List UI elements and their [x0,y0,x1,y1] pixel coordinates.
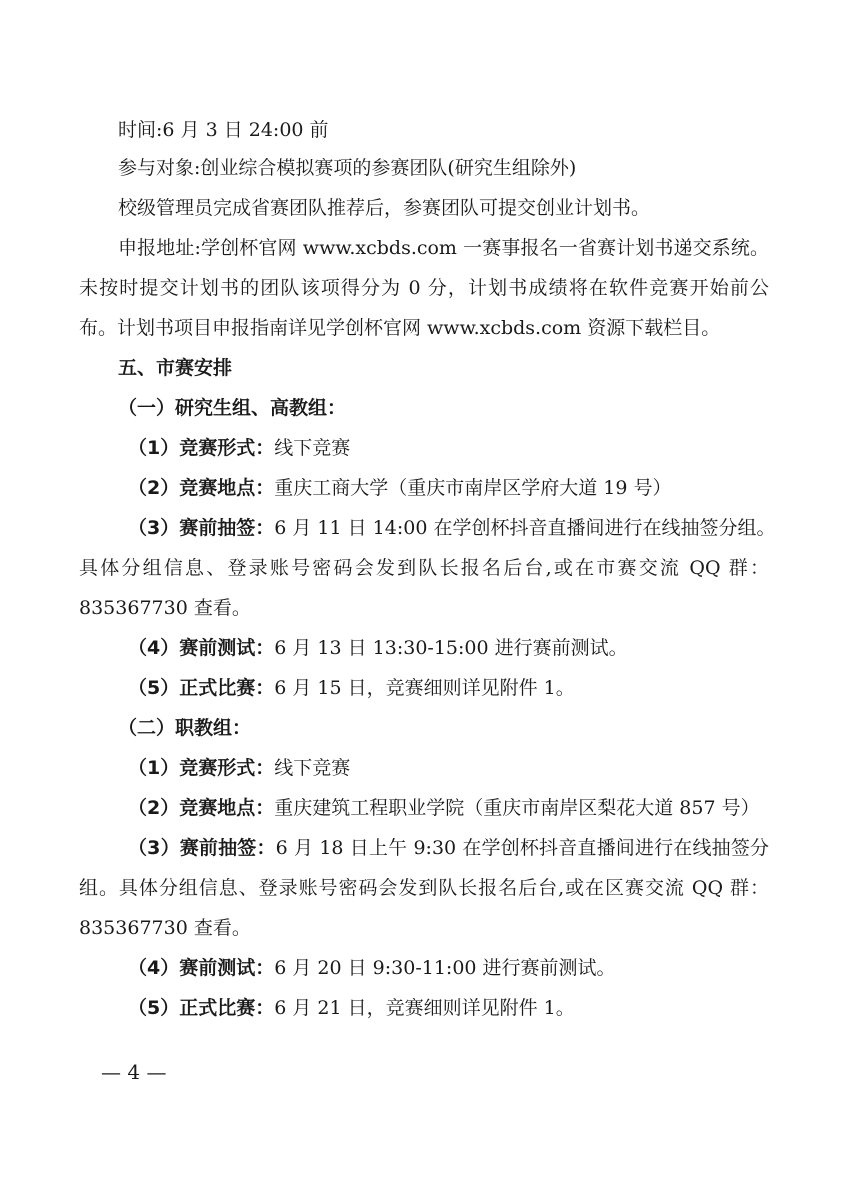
deadline-line: 时间:6 月 3 日 24:00 前 [118,119,329,141]
participants-line: 参与对象:创业综合模拟赛项的参赛团队(研究生组除外) [118,157,577,179]
group2-item3-cont1: 组。具体分组信息、登录账号密码会发到队长报名后台,或在区赛交流 QQ 群： [79,877,769,899]
item-text: 重庆工商大学（重庆市南岸区学府大道 19 号） [274,477,672,499]
submission-address: 申报地址:学创杯官网 www.xcbds.com 一赛事报名一省赛计划书递交系统。 [118,237,769,259]
group2-item1 [0,755,849,781]
item-label: （3）赛前抽签： [128,517,275,539]
item-label: （2）竞赛地点： [128,477,275,499]
score-note: 未按时提交计划书的团队该项得分为 0 分，计划书成绩将在软件竞赛开始前公 [79,277,769,299]
group2-item5 [0,995,849,1021]
item-text: 6 月 20 日 9:30-11:00 进行赛前测试。 [274,957,616,979]
item-text: 重庆建筑工程职业学院（重庆市南岸区梨花大道 857 号） [274,797,760,819]
group1-item1 [0,435,849,461]
item-label: （4）赛前测试： [128,637,275,659]
item-text: 6 月 15 日，竞赛细则详见附件 1。 [274,677,575,699]
group1-item4 [0,635,849,661]
item-label: （4）赛前测试： [128,957,275,979]
item-label: （1）竞赛形式： [128,757,275,779]
item-label: （5）正式比赛： [128,997,275,1019]
section-heading: 五、市赛安排 [118,357,233,379]
item-text: 6 月 11 日 14:00 在学创杯抖音直播间进行在线抽签分组。 [274,517,776,539]
group2-item2 [0,795,849,821]
item-label: （3）赛前抽签： [128,837,276,859]
item-text: 线下竞赛 [274,437,351,459]
item-text: 6 月 18 日上午 9:30 在学创杯抖音直播间进行在线抽签分 [275,837,769,859]
item-label: （2）竞赛地点： [128,797,275,819]
item-label: （5）正式比赛： [128,677,275,699]
group1-item2 [0,475,849,501]
group1-item5 [0,675,849,701]
submission-note: 校级管理员完成省赛团队推荐后，参赛团队可提交创业计划书。 [118,197,651,219]
item-label: （1）竞赛形式： [128,437,275,459]
group2-heading: （二）职教组： [118,717,252,739]
page-number: — 4 — [101,1060,167,1084]
group2-item3 [0,835,849,861]
item-text: 6 月 21 日，竞赛细则详见附件 1。 [274,997,575,1019]
group2-item3-cont2: 835367730 查看。 [79,917,251,939]
group1-heading: （一）研究生组、高教组： [118,397,347,419]
group1-item3-cont1: 具体分组信息、登录账号密码会发到队长报名后台,或在市赛交流 QQ 群： [79,557,769,579]
group2-item4 [0,955,849,981]
group1-item3-cont2: 835367730 查看。 [79,597,251,619]
group1-item3 [0,515,849,541]
item-text: 6 月 13 日 13:30-15:00 进行赛前测试。 [274,637,628,659]
item-text: 线下竞赛 [274,757,351,779]
guide-note: 布。计划书项目申报指南详见学创杯官网 www.xcbds.com 资源下载栏目。 [79,317,721,339]
